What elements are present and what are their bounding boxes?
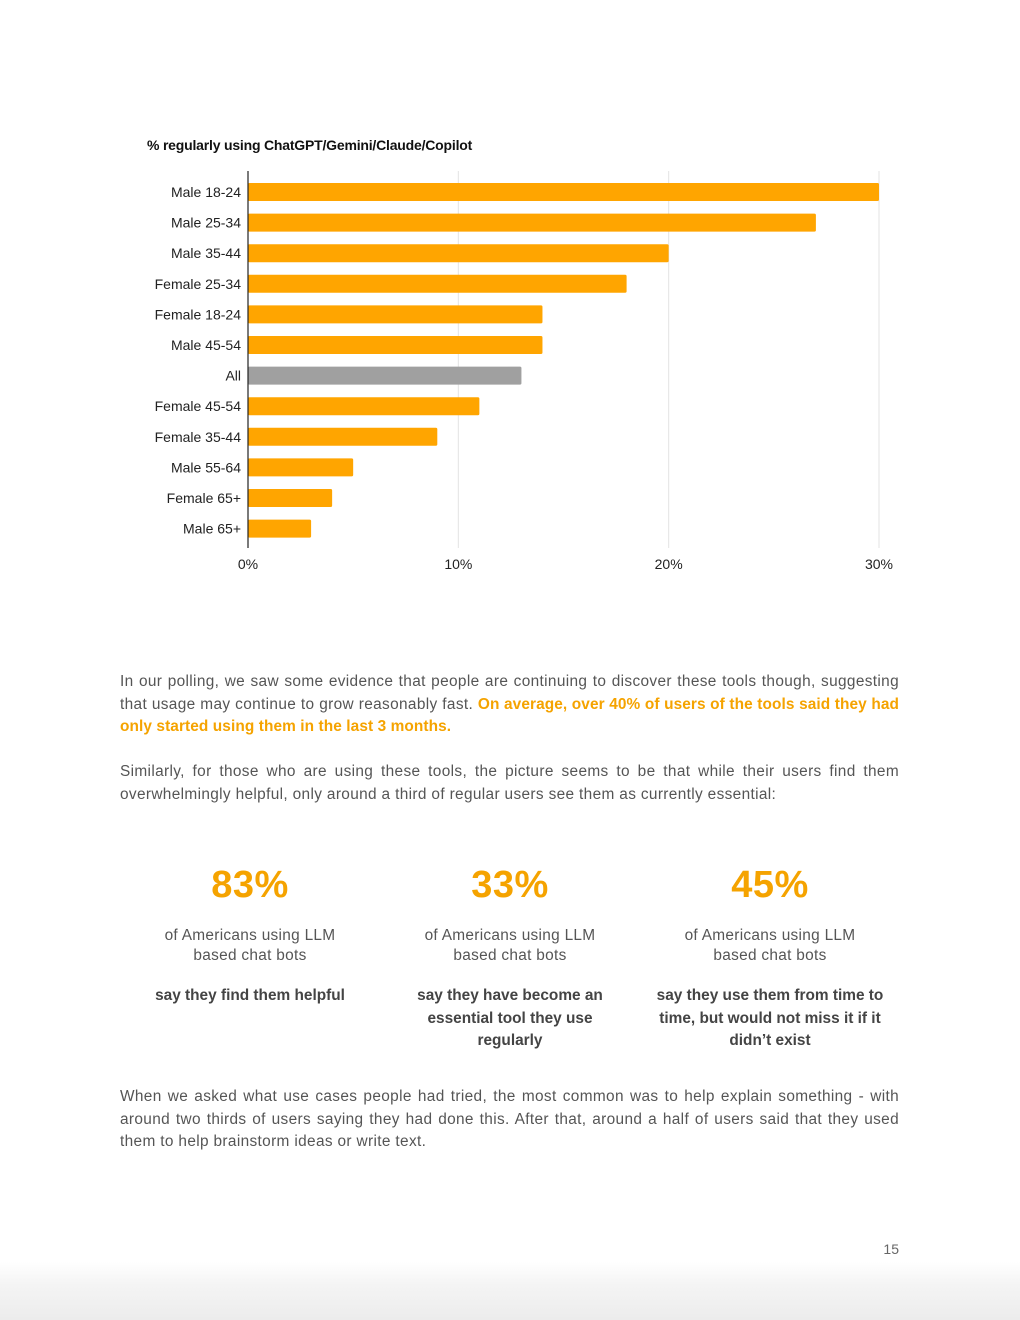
bar-female-45-54 xyxy=(248,397,479,415)
stat-description: say they use them from time to time, but would not miss it if it didn’t exist xyxy=(656,987,884,1049)
category-label: Male 55-64 xyxy=(170,459,241,476)
bar-female-18-24 xyxy=(248,305,542,323)
page-bottom-band xyxy=(0,1262,1020,1320)
category-label: Female 45-54 xyxy=(154,398,241,415)
stat-description: say they find them helpful xyxy=(155,987,345,1004)
stat-subtitle: of Americans using LLM based chat bots xyxy=(164,927,336,964)
category-label: Male 65+ xyxy=(183,520,241,537)
x-tick-label: 30% xyxy=(864,556,894,572)
x-tick-label: 0% xyxy=(237,556,259,572)
paragraph-discovery xyxy=(120,671,899,739)
paragraph-use-cases: When we asked what use cases people had tried, the most common was to help explain something - with around two thirds of users saying they had done this. After that, around a half of users said that they used them to help brainstorm ideas or write text. xyxy=(120,1088,899,1150)
stat-occasional xyxy=(640,862,900,1053)
category-label: Female 65+ xyxy=(166,490,241,506)
bar-female-35-44 xyxy=(248,428,437,446)
category-label: Male 25-34 xyxy=(170,214,241,231)
stat-helpful xyxy=(120,862,380,1008)
x-tick-label: 10% xyxy=(444,556,473,572)
page-number: 15 xyxy=(883,1241,899,1257)
category-label: Female 35-44 xyxy=(154,428,241,445)
bar-male-35-44 xyxy=(248,244,669,262)
category-label: All xyxy=(225,367,241,384)
bar-female-65- xyxy=(248,489,332,507)
usage-bar-chart xyxy=(0,0,1020,600)
category-label: Male 45-54 xyxy=(170,337,241,353)
stat-subtitle: of Americans using LLM based chat bots xyxy=(424,927,596,964)
category-label: Female 18-24 xyxy=(154,306,241,323)
category-label: Male 35-44 xyxy=(170,245,241,262)
x-tick-label: 20% xyxy=(654,556,683,572)
bar-male-65- xyxy=(248,520,311,538)
bar-male-18-24 xyxy=(248,183,879,201)
paragraph-discovery-highlight: On average, over 40% of users of the tools said they had only started using them in the last 3 months. xyxy=(120,695,900,735)
paragraph-discovery-text: In our polling, we saw some evidence that people are continuing to discover these tools though, suggesting that usage may continue to grow reasonably fast. xyxy=(120,673,899,713)
chart-title: % regularly using ChatGPT/Gemini/Claude/Copilot xyxy=(147,137,473,153)
stat-value: 33% xyxy=(471,864,549,906)
bar-male-25-34 xyxy=(248,214,816,232)
stat-value: 45% xyxy=(731,864,809,906)
bar-female-25-34 xyxy=(248,275,627,293)
stat-subtitle: of Americans using LLM based chat bots xyxy=(684,927,856,964)
category-label: Female 25-34 xyxy=(154,275,241,292)
bar-male-55-64 xyxy=(248,458,353,476)
bar-male-45-54 xyxy=(248,336,542,354)
category-label: Male 18-24 xyxy=(170,184,241,200)
paragraph-helpfulness: Similarly, for those who are using these tools, the picture seems to be that while their users find them overwhelmingly helpful, only around a third of regular users see them as currently essential: xyxy=(120,763,899,803)
bar-all xyxy=(248,367,521,385)
stat-value: 83% xyxy=(211,864,289,906)
stat-description: say they have become an essential tool they use regularly xyxy=(417,987,603,1049)
stat-essential xyxy=(380,862,640,1053)
